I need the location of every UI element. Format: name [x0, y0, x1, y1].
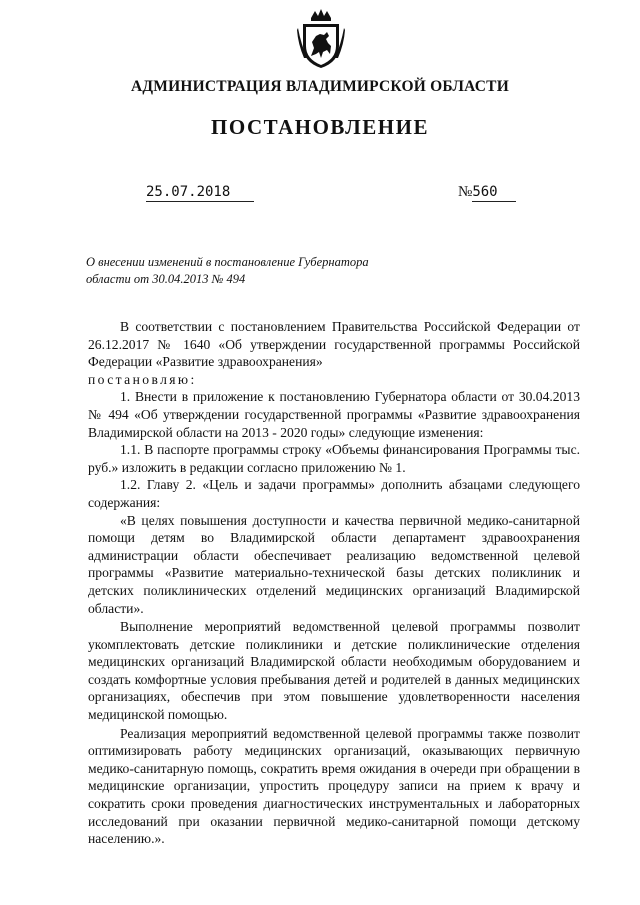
document-subject: О внесении изменений в постановление Губернатора области от 30.04.2013 № 494: [86, 255, 369, 286]
paragraph-quote-1: «В целях повышения доступности и качества первичной медико-санитарной помощи детям во Владимирской области департамент здравоохранения администрации области обеспечивает реализацию ведомственной целевой программы «Развитие материально-технической базы детских поликлиник и детских поликлинических отделений медицинских организаций Владимирской области».: [88, 512, 580, 616]
paragraph-quote-3: Реализация мероприятий ведомственной целевой программы также позволит оптимизировать работу медицинских организаций, оказывающих первичную медико-санитарную помощь, сократить время ожидания в очереди при обращении в медицинские организации, упростить процедуру записи на прием к врачу и сократить сроки проведения диагностических инструментальных и лабораторных исследований при оказании первичной медико-санитарной помощи детскому населению.».: [88, 725, 580, 847]
paragraph-item-1: 1. Внести в приложение к постановлению Губернатора области от 30.04.2013 № 494 «Об утверждении государственной программы «Развитие здравоохранения Владимирской области на 2013 - 2020 годы» следующие изменения:: [88, 389, 580, 440]
coat-of-arms-icon: [297, 8, 345, 70]
document-body: [88, 318, 580, 848]
document-type-title: ПОСТАНОВЛЕНИЕ: [211, 115, 429, 139]
number-value: 560: [472, 184, 516, 202]
document-number: [458, 184, 516, 202]
paragraph-resolve: постановляю:: [88, 371, 197, 387]
paragraph-quote-2: Выполнение мероприятий ведомственной целевой программы позволит укомплектовать детские поликлиники и детские поликлинические отделения медицинских организаций Владимирской области необходимым оборудованием и создать комфортные условия пребывания детей и родителей в данных медицинских организациях, обеспечив при этом повышение удовлетворенности населения медицинской помощью.: [88, 619, 580, 723]
number-sign: №: [458, 184, 473, 200]
paragraph-item-1-1: 1.1. В паспорте программы строку «Объемы финансирования Программы тыс. руб.» изложить в редакции согласно приложению № 1.: [88, 442, 580, 475]
document-date: 25.07.2018: [146, 184, 254, 202]
organization-title: АДМИНИСТРАЦИЯ ВЛАДИМИРСКОЙ ОБЛАСТИ: [131, 78, 509, 95]
paragraph-preamble: В соответствии с постановлением Правительства Российской Федерации от 26.12.2017 № 1640 «Об утверждении государственной программы Российской Федерации «Развитие здравоохранения»: [88, 319, 580, 370]
paragraph-item-1-2: 1.2. Главу 2. «Цель и задачи программы» дополнить абзацами следующего содержания:: [88, 477, 580, 510]
